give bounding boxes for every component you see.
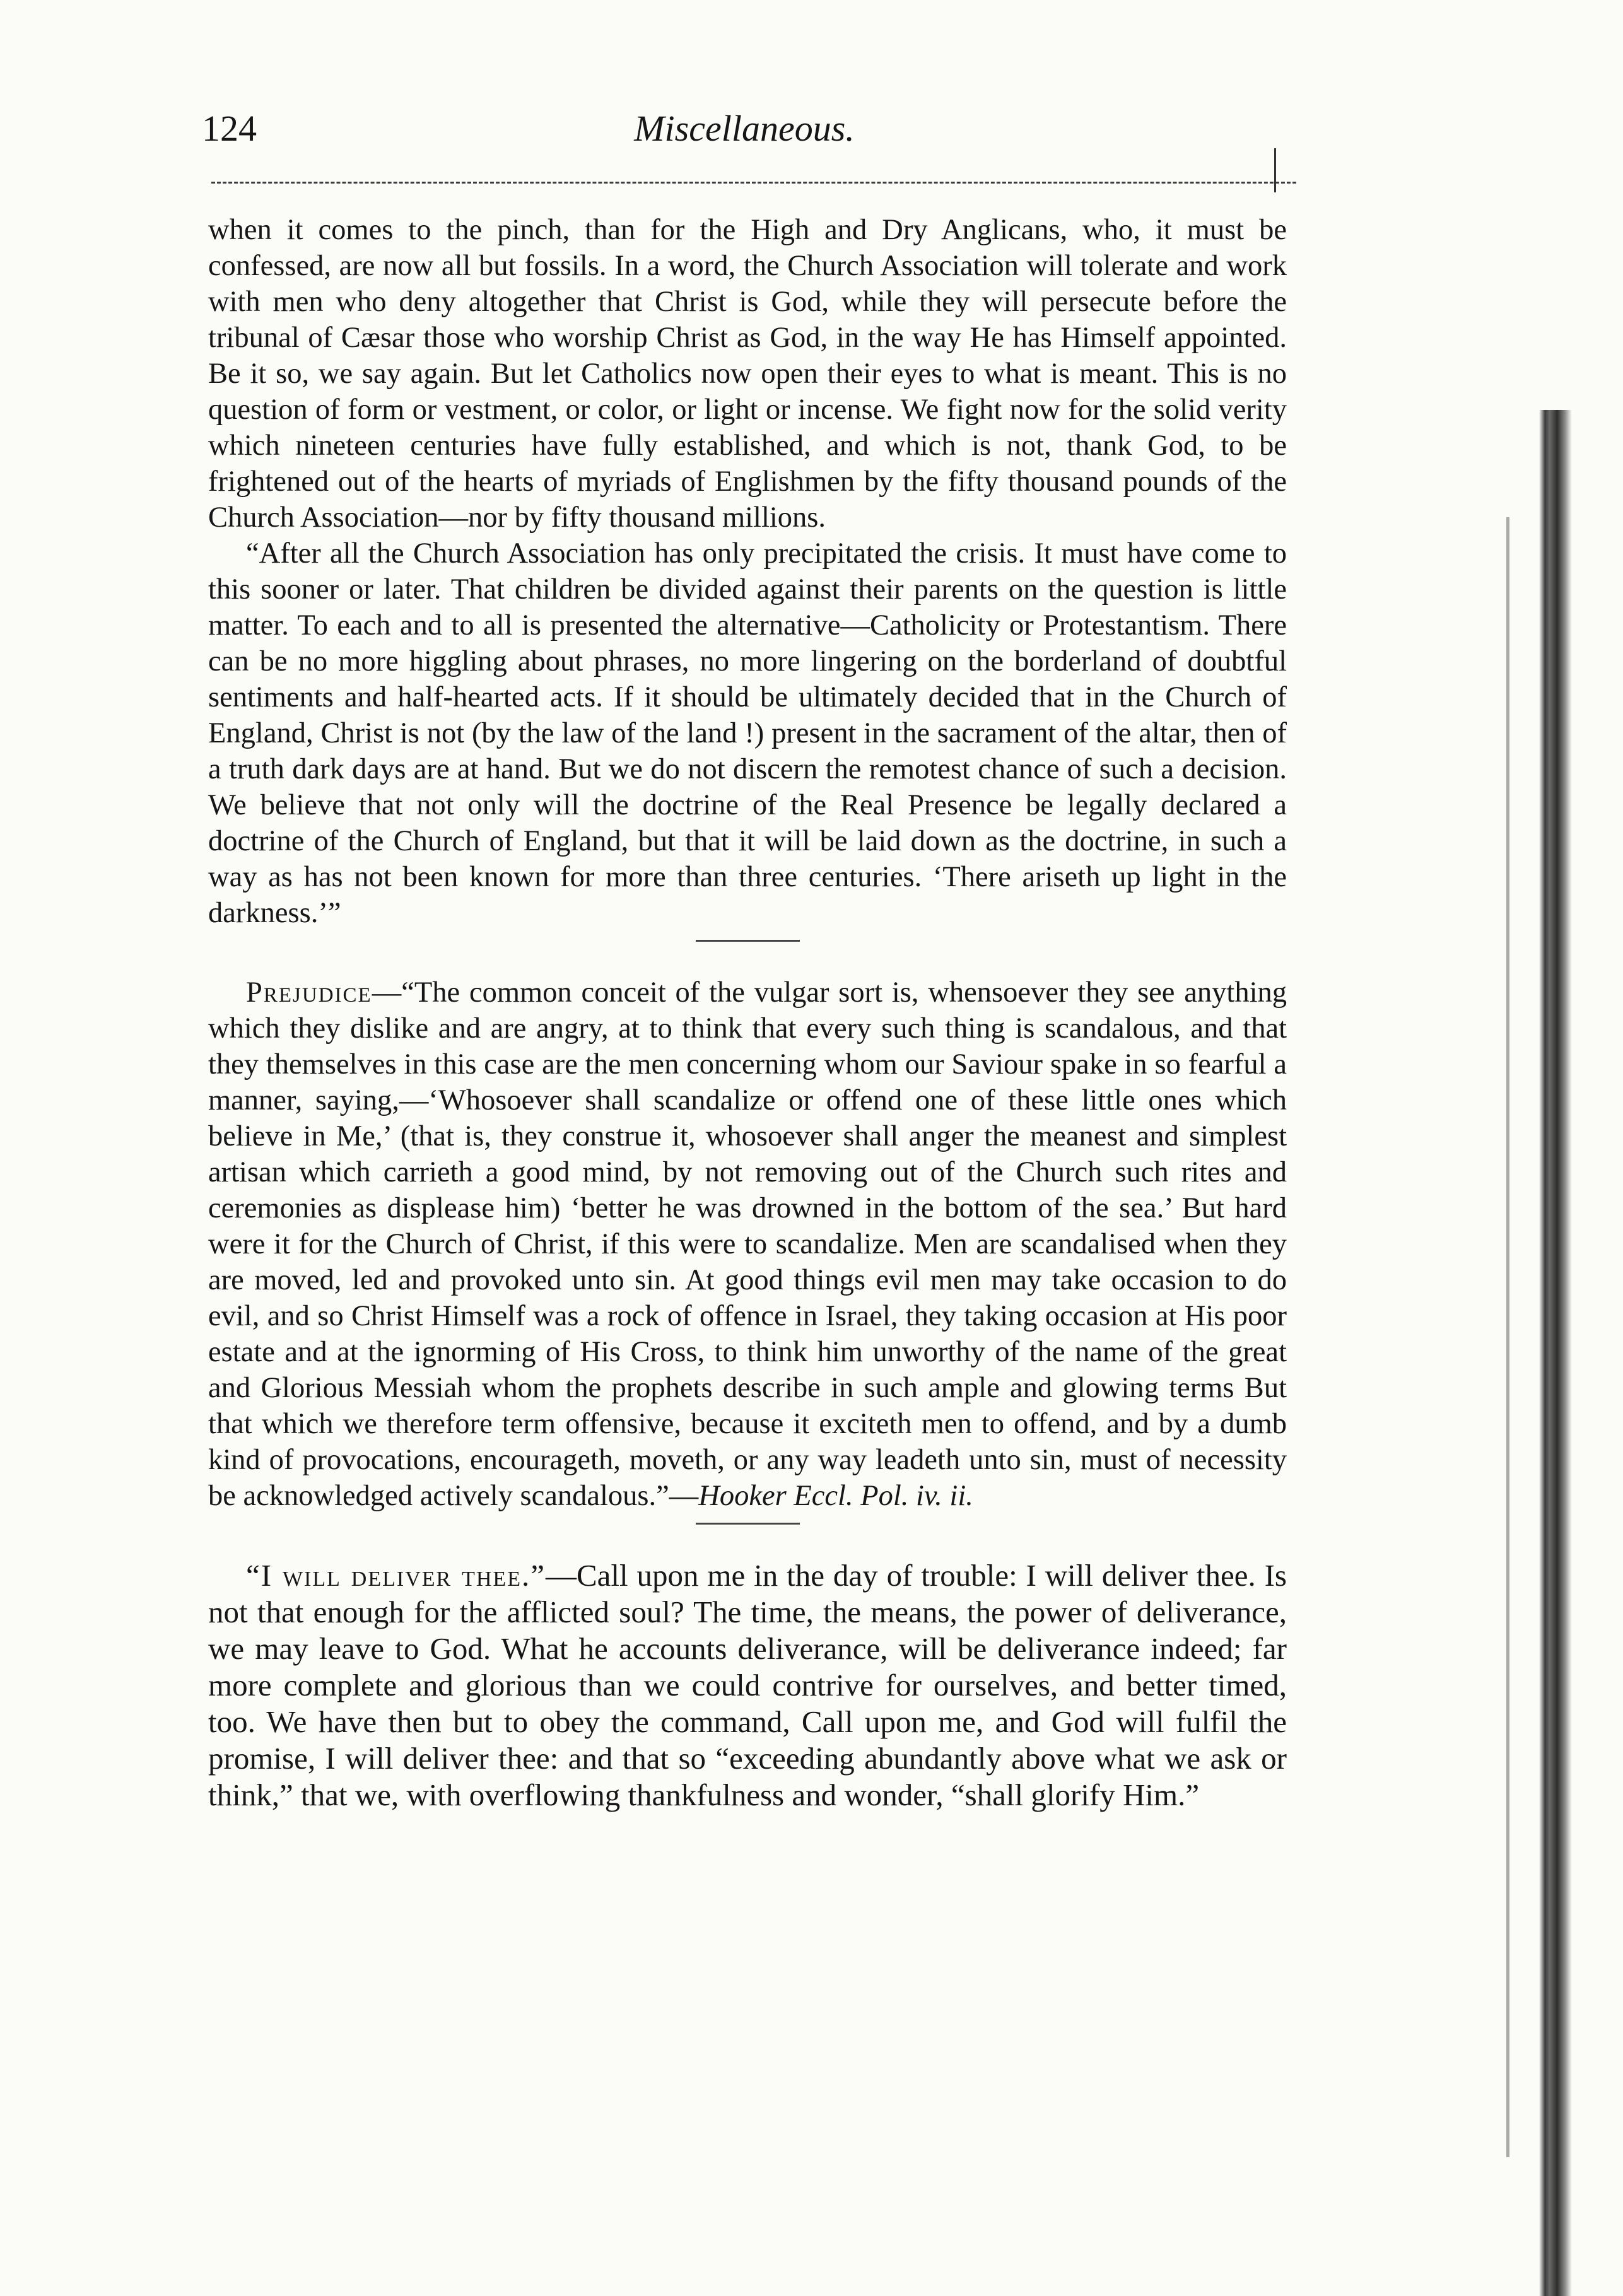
deliver-heading: “I will deliver thee.”: [246, 1558, 546, 1593]
deliver-text: —Call upon me in the day of trouble: I will deliver thee. Is not that enough for the afflicted soul? The time, the means, the power of deliverance, we may leave to God. What he accounts deliverance, will be deliverance indeed; far more complete and glorious than we could contrive for ourselves, and better timed, too. We have then but to obey the command, Call upon me, and God will fulfil the promise, I will deliver thee: and that so “exceeding abundantly above what we ask or think,” that we, with overflowing thankfulness and wonder, “shall glorify Him.”: [208, 1558, 1287, 1812]
prejudice-heading: Prejudice: [246, 976, 372, 1009]
header-mark: [1274, 148, 1276, 192]
header-rule: [211, 182, 1296, 184]
page-body: [208, 212, 1287, 1813]
paragraph-deliver-thee: [208, 1557, 1287, 1813]
page-number: 124: [202, 108, 257, 149]
prejudice-text: —“The common conceit of the vulgar sort is, whensoever they see anything which they dislike and are angry, at to think that every such thing is scandalous, and that they themselves in this case are the men concerning whom our Saviour spake in so fearful a manner, saying,—‘Whosoever shall scandalize or offend one of these little ones which believe in Me,’ (that is, they construe it, whosoever shall anger the meanest and simplest artisan which carrieth a good mind, by not removing out of the Church such rites and ceremonies as displease him) ‘better he was drowned in the bottom of the sea.’ But hard were it for the Church of Christ, if this were to scandalize. Men are scandalised when they are moved, led and provoked unto sin. At good things evil men may take occasion to do evil, and so Christ Himself was a rock of offence in Israel, they taking occasion at His poor estate and at the ignorming of His Cross, to think him unworthy of the name of the great and Glorious Messiah whom the prophets describe in such ample and glowing terms But that which we therefore term offensive, because it exciteth men to offend, and by a dumb kind of provocations, encourageth, moveth, or any way leadeth unto sin, must of necessity be acknowledged actively scandalous.”—: [208, 976, 1287, 1512]
paragraph-quotation-crisis: “After all the Church Association has only precipitated the crisis. It must have come to this sooner or later. That children be divided against their parents on the question is little matter. To each and to all is presented the alternative—Catholicity or Protestantism. There can be no more higgling about phrases, no more lingering on the borderland of doubtful sentiments and half-hearted acts. If it should be ultimately decided that in the Church of England, Christ is not (by the law of the land !) present in the sacrament of the altar, then of a truth dark days are at hand. But we do not discern the remotest chance of such a decision. We believe that not only will the doctrine of the Real Presence be legally declared a doctrine of the Church of England, but that it will be laid down as the doctrine, in such a way as has not been known for more than three centuries. ‘There ariseth up light in the darkness.’”: [208, 537, 1287, 929]
paragraph-prejudice: [208, 975, 1287, 1514]
section-divider: [696, 1523, 800, 1525]
section-divider: [696, 940, 800, 942]
binding-edge: [1539, 410, 1572, 2296]
running-title: Miscellaneous.: [634, 108, 855, 149]
page-header: [202, 107, 1287, 164]
paragraph-church-association: when it comes to the pinch, than for the High and Dry Anglicans, who, it must be confessed, are now all but fossils. In a word, the Church Association will tolerate and work with men who deny altogether that Christ is God, while they will persecute before the tribunal of Cæsar those who worship Christ as God, in the way He has Himself appointed. Be it so, we say again. But let Catholics now open their eyes to what is meant. This is no question of form or vestment, or color, or light or incense. We fight now for the solid verity which nineteen centuries have fully established, and which is not, thank God, to be frightened out of the hearts of myriads of Englishmen by the fifty thousand pounds of the Church Association—nor by fifty thousand millions.: [208, 214, 1287, 534]
binding-shadow-line: [1506, 517, 1509, 2157]
hooker-citation: Hooker Eccl. Pol. iv. ii.: [698, 1480, 973, 1512]
